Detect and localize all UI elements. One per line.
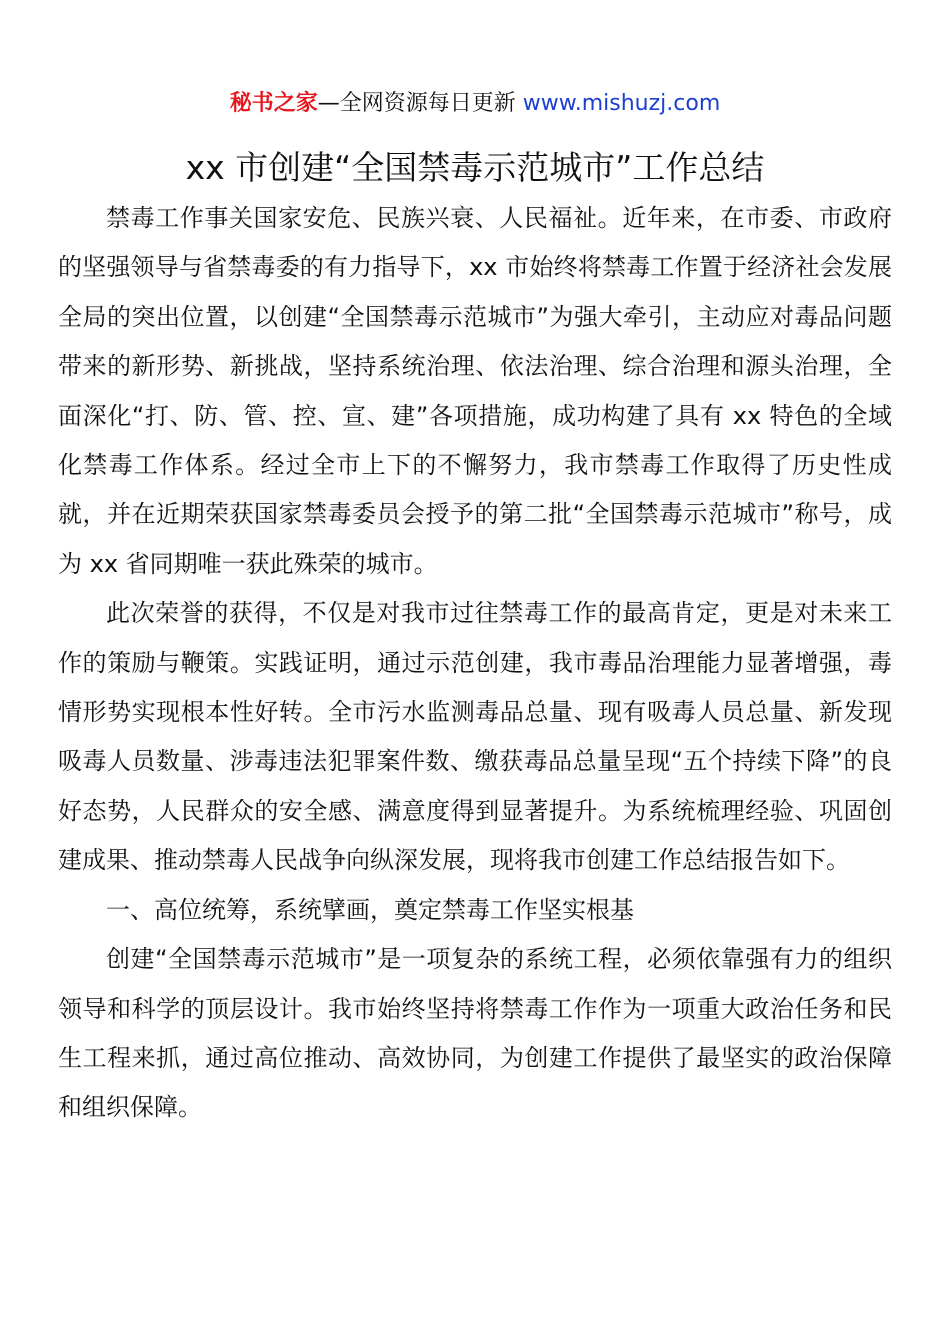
paragraph-honor: 此次荣誉的获得，不仅是对我市过往禁毒工作的最高肯定，更是对未来工作的策励与鞭策。实践证明，通过示范创建，我市毒品治理能力显著增强，毒情形势实现根本性好转。全市污水监测毒品总量、现有吸毒人员总量、新发现吸毒人员数量、涉毒违法犯罪案件数、缴获毒品总量呈现“五个持续下降”的良好态势，人民群众的安全感、满意度得到显著提升。为系统梳理经验、巩固创建成果、推动禁毒人民战争向纵深发展，现将我市创建工作总结报告如下。 <box>58 599 892 875</box>
section-heading: 一、高位统筹，系统擘画，奠定禁毒工作坚实根基 <box>106 895 634 924</box>
header-banner <box>0 86 950 122</box>
website-link[interactable]: www.mishuzj.com <box>522 91 721 116</box>
document-body <box>58 194 892 1133</box>
brand-name: 秘书之家 <box>229 91 318 116</box>
paragraph-intro: 禁毒工作事关国家安危、民族兴衰、人民福祉。近年来，在市委、市政府的坚强领导与省禁毒委的有力指导下，xx 市始终将禁毒工作置于经济社会发展全局的突出位置，以创建“全国禁毒示范城市”为强大牵引，主动应对毒品问题带来的新形势、新挑战，坚持系统治理、依法治理、综合治理和源头治理，全面深化“打、防、管、控、宣、建”各项措施，成功构建了具有 xx 特色的全域化禁毒工作体系。经过全市上下的不懈努力，我市禁毒工作取得了历史性成就，并在近期荣获国家禁毒委员会授予的第二批“全国禁毒示范城市”称号，成为 xx 省同期唯一获此殊荣的城市。 <box>58 204 892 578</box>
header-tagline: —全网资源每日更新 <box>317 91 523 116</box>
paragraph-section-one: 创建“全国禁毒示范城市”是一项复杂的系统工程，必须依靠强有力的组织领导和科学的顶层设计。我市始终坚持将禁毒工作作为一项重大政治任务和民生工程来抓，通过高位推动、高效协同，为创建工作提供了最坚实的政治保障和组织保障。 <box>58 945 892 1122</box>
document-title: xx 市创建“全国禁毒示范城市”工作总结 <box>185 148 765 187</box>
